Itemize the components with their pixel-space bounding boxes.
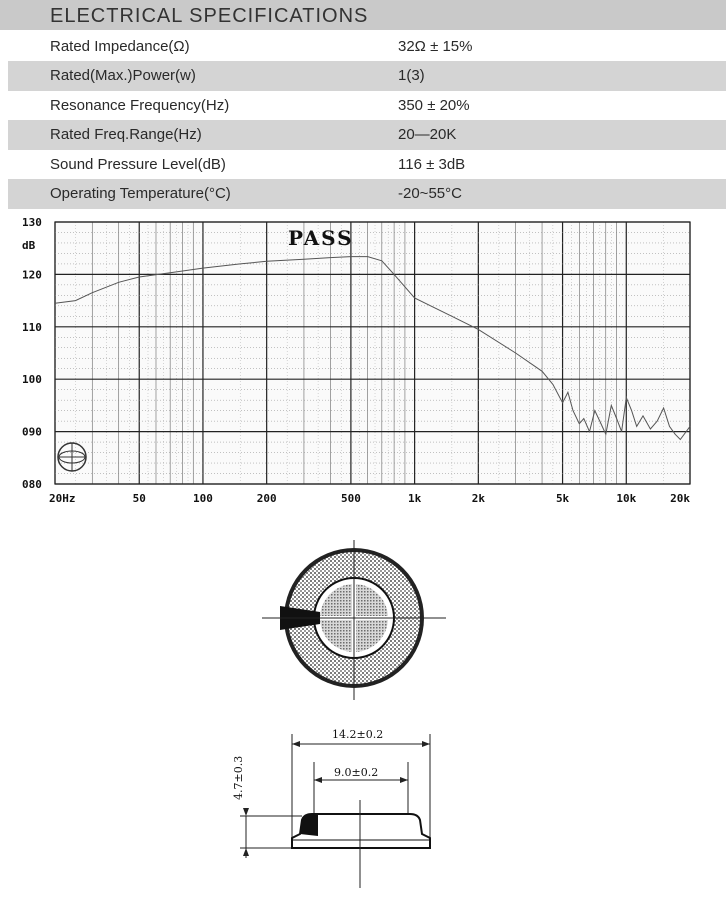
spec-label: Rated Freq.Range(Hz) bbox=[50, 126, 202, 143]
top-view-drawing bbox=[262, 540, 462, 700]
spec-row bbox=[8, 61, 726, 91]
spec-table-title: ELECTRICAL SPECIFICATIONS bbox=[50, 5, 369, 27]
spec-table-header bbox=[0, 0, 726, 30]
arrow-head bbox=[400, 777, 408, 783]
arrow-head bbox=[422, 741, 430, 747]
x-tick-label: 50 bbox=[132, 492, 146, 505]
spec-row bbox=[8, 91, 726, 121]
spec-label: Rated Impedance(Ω) bbox=[50, 38, 190, 55]
x-axis-ticks bbox=[49, 492, 690, 505]
side-view-drawing bbox=[222, 716, 452, 896]
arrow-head bbox=[292, 741, 300, 747]
outer-diameter-label: 14.2±0.2 bbox=[332, 728, 384, 741]
spec-value: 350 ± 20% bbox=[398, 97, 470, 114]
x-tick-label: 2k bbox=[471, 492, 485, 505]
y-axis-ticks bbox=[22, 216, 42, 491]
pass-watermark: PASS bbox=[288, 226, 354, 250]
spec-row bbox=[8, 120, 726, 150]
spec-label: Rated(Max.)Power(w) bbox=[50, 67, 196, 84]
spec-label: Operating Temperature(°C) bbox=[50, 185, 231, 202]
x-tick-label: 10k bbox=[616, 492, 637, 505]
frequency-response-chart bbox=[0, 212, 726, 512]
y-tick-label: 110 bbox=[22, 320, 42, 334]
spec-value: -20~55°C bbox=[398, 185, 462, 202]
y-tick-label: 080 bbox=[22, 478, 42, 491]
x-tick-label: 1k bbox=[407, 492, 422, 505]
height-label: 4.7±0.3 bbox=[232, 755, 245, 800]
y-tick-label: 130 bbox=[22, 216, 42, 229]
x-tick-label: 200 bbox=[256, 492, 277, 505]
arrow-head bbox=[243, 808, 249, 816]
inner-diameter-label: 9.0±0.2 bbox=[334, 766, 379, 779]
spec-row bbox=[8, 150, 726, 180]
x-tick-label: 20Hz bbox=[49, 492, 76, 505]
spec-row bbox=[8, 32, 726, 62]
y-axis-unit: dB bbox=[22, 239, 36, 252]
certification-logo bbox=[58, 443, 86, 471]
y-tick-label: 090 bbox=[22, 425, 42, 439]
arrow-head bbox=[314, 777, 322, 783]
x-tick-label: 20k bbox=[670, 492, 690, 505]
x-tick-label: 5k bbox=[555, 492, 570, 505]
spec-value: 32Ω ± 15% bbox=[398, 38, 473, 55]
spec-row bbox=[8, 179, 726, 209]
spec-value: 20—20K bbox=[398, 126, 457, 143]
x-tick-label: 100 bbox=[193, 492, 213, 505]
spec-value: 116 ± 3dB bbox=[398, 156, 466, 173]
spec-value: 1(3) bbox=[398, 67, 425, 84]
arrow-head bbox=[243, 848, 249, 856]
y-tick-label: 100 bbox=[22, 373, 42, 387]
spec-label: Resonance Frequency(Hz) bbox=[50, 97, 230, 114]
plot-area bbox=[55, 222, 690, 484]
x-tick-label: 500 bbox=[340, 492, 361, 505]
spec-label: Sound Pressure Level(dB) bbox=[50, 156, 226, 173]
y-tick-label: 120 bbox=[22, 268, 42, 282]
